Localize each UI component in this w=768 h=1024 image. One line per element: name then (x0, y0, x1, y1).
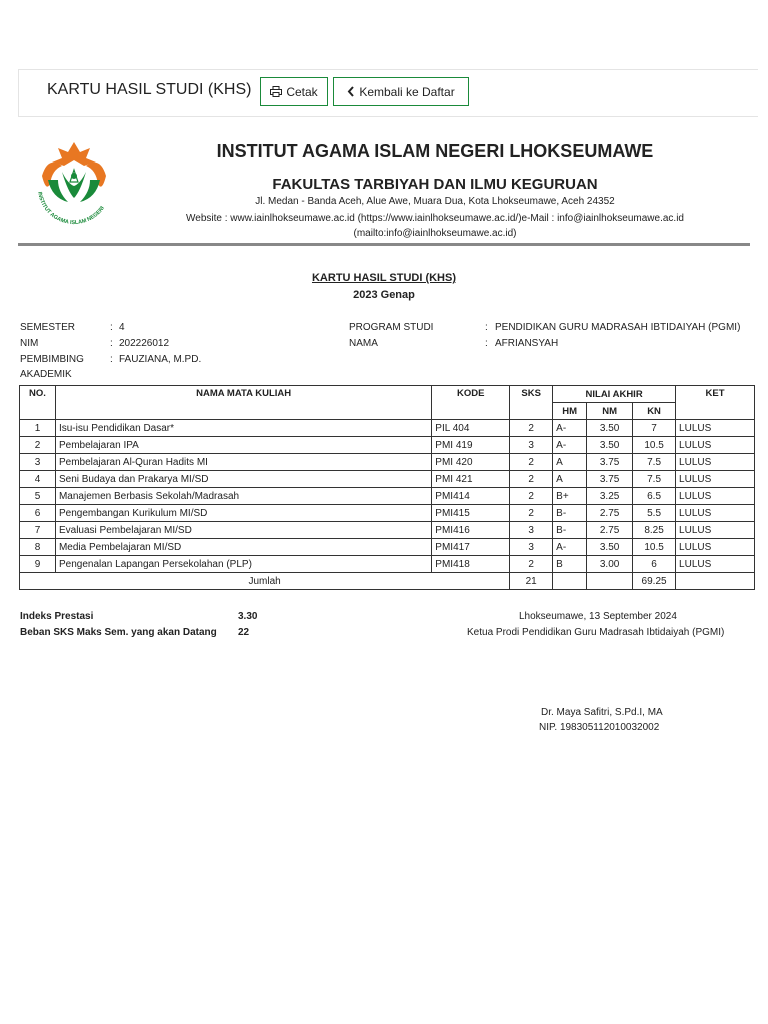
cell-sks: 2 (510, 454, 553, 471)
advisor-colon: : (110, 354, 113, 365)
cell-code: PMI 421 (432, 471, 510, 488)
cell-sks: 2 (510, 420, 553, 437)
chevron-left-icon (347, 86, 355, 97)
cell-sks: 3 (510, 539, 553, 556)
document-period: 2023 Genap (353, 289, 415, 301)
cell-sks: 2 (510, 505, 553, 522)
cell-code: PMI415 (432, 505, 510, 522)
grades-table (19, 385, 755, 590)
cell-nm: 3.50 (587, 420, 633, 437)
cell-hm: A- (553, 420, 587, 437)
gpa-value: 3.30 (238, 611, 258, 622)
cell-kn: 7 (633, 420, 676, 437)
cell-kn: 7.5 (633, 471, 676, 488)
cell-hm: A (553, 454, 587, 471)
total-kn: 69.25 (633, 573, 676, 590)
total-label: Jumlah (20, 573, 510, 590)
signer-nip: NIP. 198305112010032002 (539, 722, 660, 733)
cell-ket: LULUS (676, 437, 755, 454)
nim-label: NIM (20, 338, 39, 349)
cell-hm: A- (553, 437, 587, 454)
cell-course: Seni Budaya dan Prakarya MI/SD (55, 471, 431, 488)
header-no: NO. (20, 386, 56, 420)
institution-contact (120, 211, 750, 241)
program-label: PROGRAM STUDI (349, 322, 434, 333)
cell-sks: 2 (510, 471, 553, 488)
cell-kn: 7.5 (633, 454, 676, 471)
cell-course: Manajemen Berbasis Sekolah/Madrasah (55, 488, 431, 505)
cell-kn: 10.5 (633, 539, 676, 556)
semester-label: SEMESTER (20, 322, 76, 333)
header-nm: NM (587, 403, 633, 420)
logo-text: INSTITUT AGAMA ISLAM NEGERI (36, 191, 106, 226)
cell-sks: 3 (510, 437, 553, 454)
cell-no: 8 (20, 539, 56, 556)
cell-kn: 5.5 (633, 505, 676, 522)
cell-ket: LULUS (676, 556, 755, 573)
name-label: NAMA (349, 338, 378, 349)
total-nm-empty (587, 573, 633, 590)
cell-no: 1 (20, 420, 56, 437)
cell-ket: LULUS (676, 522, 755, 539)
svg-text:INSTITUT AGAMA ISLAM NEGERI (36, 191, 106, 226)
cell-code: PMI 420 (432, 454, 510, 471)
cell-kn: 6.5 (633, 488, 676, 505)
cell-sks: 3 (510, 522, 553, 539)
gpa-label: Indeks Prestasi (20, 611, 94, 622)
name-colon: : (485, 338, 488, 349)
cell-nm: 3.75 (587, 471, 633, 488)
cell-course: Evaluasi Pembelajaran MI/SD (55, 522, 431, 539)
cell-ket: LULUS (676, 420, 755, 437)
header-sks: SKS (510, 386, 553, 420)
cell-course: Media Pembelajaran MI/SD (55, 539, 431, 556)
cell-code: PMI414 (432, 488, 510, 505)
cell-hm: B- (553, 505, 587, 522)
total-hm-empty (553, 573, 587, 590)
table-row (20, 437, 755, 454)
cell-nm: 3.00 (587, 556, 633, 573)
signer-name: Dr. Maya Safitri, S.Pd.I, MA (541, 707, 663, 718)
cell-ket: LULUS (676, 471, 755, 488)
logo-emblem (42, 142, 106, 202)
print-button[interactable] (260, 77, 328, 106)
nim-value: 202226012 (119, 338, 170, 349)
semester-colon: : (110, 322, 113, 333)
cell-hm: B (553, 556, 587, 573)
cell-no: 7 (20, 522, 56, 539)
program-colon: : (485, 322, 488, 333)
table-row (20, 539, 755, 556)
cell-nm: 3.50 (587, 437, 633, 454)
cell-no: 6 (20, 505, 56, 522)
name-value: AFRIANSYAH (495, 338, 559, 349)
cell-code: PMI418 (432, 556, 510, 573)
cell-ket: LULUS (676, 505, 755, 522)
header-ket: KET (676, 386, 755, 420)
cell-ket: LULUS (676, 539, 755, 556)
header-final-grade: NILAI AKHIR (553, 386, 676, 403)
institution-logo (28, 136, 120, 226)
table-row (20, 420, 755, 437)
institution-name: INSTITUT AGAMA ISLAM NEGERI LHOKSEUMAWE (216, 141, 654, 161)
place-date: Lhokseumawe, 13 September 2024 (519, 611, 677, 622)
table-row (20, 488, 755, 505)
nim-colon: : (110, 338, 113, 349)
table-row (20, 471, 755, 488)
cell-code: PMI417 (432, 539, 510, 556)
cell-no: 2 (20, 437, 56, 454)
table-row (20, 454, 755, 471)
table-row (20, 556, 755, 573)
cell-hm: B+ (553, 488, 587, 505)
cell-sks: 2 (510, 556, 553, 573)
table-total-row (20, 573, 755, 590)
back-to-list-button[interactable] (333, 77, 469, 106)
cell-no: 5 (20, 488, 56, 505)
cell-no: 4 (20, 471, 56, 488)
printer-icon (270, 86, 282, 97)
cell-ket: LULUS (676, 454, 755, 471)
table-row (20, 522, 755, 539)
cell-ket: LULUS (676, 488, 755, 505)
cell-kn: 8.25 (633, 522, 676, 539)
cell-hm: A (553, 471, 587, 488)
credit-load-label: Beban SKS Maks Sem. yang akan Datang (20, 627, 217, 638)
header-code: KODE (432, 386, 510, 420)
document-title: KARTU HASIL STUDI (KHS) (311, 272, 456, 284)
cell-nm: 2.75 (587, 522, 633, 539)
advisor-label: PEMBIMBING (20, 354, 84, 365)
cell-code: PMI416 (432, 522, 510, 539)
total-ket-empty (676, 573, 755, 590)
signer-role: Ketua Prodi Pendidikan Guru Madrasah Ibtidaiyah (PGMI) (467, 627, 725, 638)
header-divider (18, 243, 750, 246)
cell-nm: 2.75 (587, 505, 633, 522)
email-link-line: (mailto:info@iainlhokseumawe.ac.id) (353, 228, 517, 239)
advisor-value: FAUZIANA, M.PD. (119, 354, 202, 365)
total-sks: 21 (510, 573, 553, 590)
cell-course: Pembelajaran Al-Quran Hadits MI (55, 454, 431, 471)
cell-hm: B- (553, 522, 587, 539)
credit-load-value: 22 (238, 627, 250, 638)
header-course: NAMA MATA KULIAH (55, 386, 431, 420)
program-value: PENDIDIKAN GURU MADRASAH IBTIDAIYAH (PGMI) (495, 322, 741, 333)
page-title: KARTU HASIL STUDI (KHS) (47, 81, 252, 98)
print-button-label: Cetak (286, 84, 318, 99)
cell-no: 9 (20, 556, 56, 573)
cell-nm: 3.75 (587, 454, 633, 471)
cell-hm: A- (553, 539, 587, 556)
institution-address: Jl. Medan - Banda Aceh, Alue Awe, Muara Dua, Kota Lhokseumawe, Aceh 24352 (255, 196, 615, 207)
semester-value: 4 (119, 322, 125, 333)
cell-course: Isu-isu Pendidikan Dasar* (55, 420, 431, 437)
cell-kn: 10.5 (633, 437, 676, 454)
table-row (20, 505, 755, 522)
cell-course: Pengembangan Kurikulum MI/SD (55, 505, 431, 522)
website-line: Website : www.iainlhokseumawe.ac.id (https://www.iainlhokseumawe.ac.id/)e-Mail : info@iainlhokseumawe.ac.id (186, 213, 684, 224)
cell-code: PIL 404 (432, 420, 510, 437)
cell-nm: 3.50 (587, 539, 633, 556)
cell-course: Pengenalan Lapangan Persekolahan (PLP) (55, 556, 431, 573)
header-kn: KN (633, 403, 676, 420)
header-hm: HM (553, 403, 587, 420)
cell-nm: 3.25 (587, 488, 633, 505)
table-header-row (20, 386, 755, 403)
advisor-label-2: AKADEMIK (20, 369, 72, 380)
cell-kn: 6 (633, 556, 676, 573)
cell-no: 3 (20, 454, 56, 471)
faculty-name: FAKULTAS TARBIYAH DAN ILMU KEGURUAN (272, 176, 598, 193)
cell-sks: 2 (510, 488, 553, 505)
back-button-label: Kembali ke Daftar (359, 84, 455, 99)
top-bar (18, 69, 758, 117)
cell-code: PMI 419 (432, 437, 510, 454)
cell-course: Pembelajaran IPA (55, 437, 431, 454)
